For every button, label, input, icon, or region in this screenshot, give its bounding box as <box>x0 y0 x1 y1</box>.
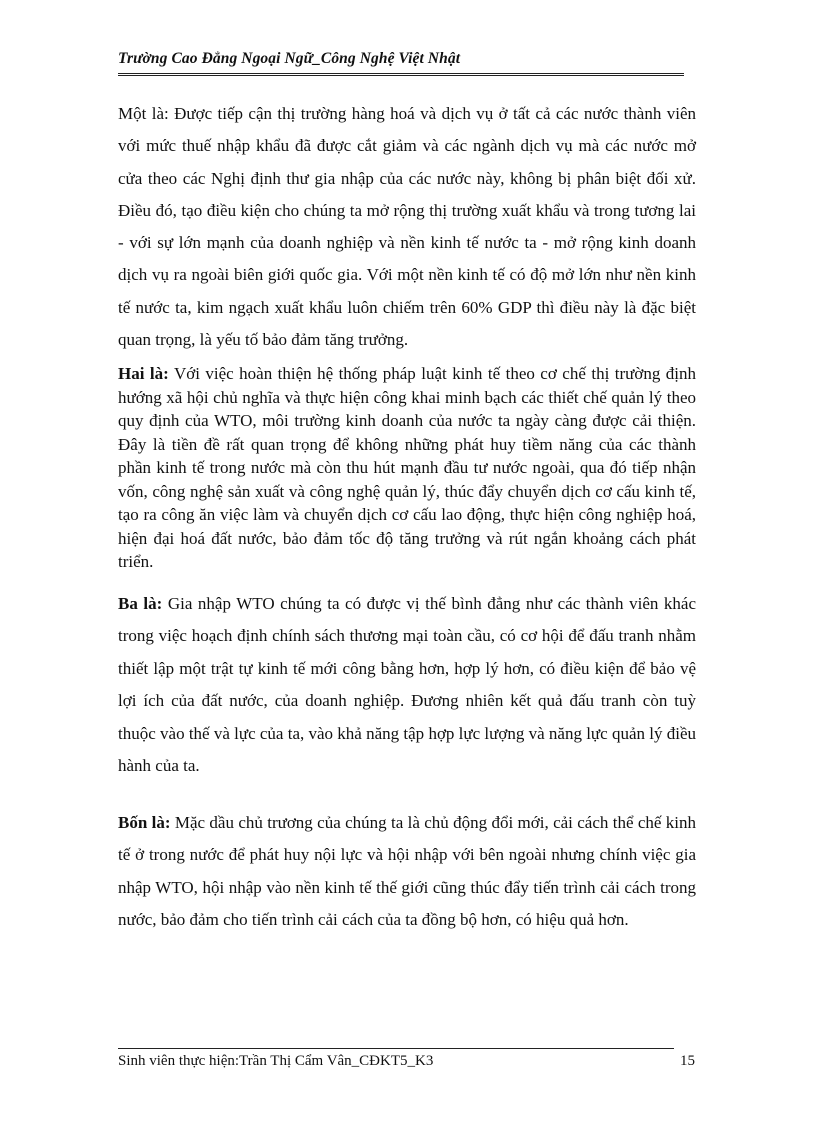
footer-author: Sinh viên thực hiện:Trần Thị Cẩm Vân_CĐKT5_K3 <box>118 1053 434 1069</box>
paragraph-text: Gia nhập WTO chúng ta có được vị thế bình đẳng như các thành viên khác trong việc hoạch định chính sách thương mại toàn cầu, có cơ hội để đấu tranh nhằm thiết lập một trật tự kinh tế mới công bằng hơn, hợp lý hơn, có điều kiện để bảo vệ lợi ích của đất nước, của doanh nghiệp. Đương nhiên kết quả đấu tranh còn tuỳ thuộc vào thế và lực của ta, vào khả năng tập hợp lực lượng và năng lực quản lý điều hành của ta. <box>118 593 697 776</box>
paragraph-lead: Ba là: <box>118 593 163 613</box>
paragraph-text: Mặc dầu chủ trương của chúng ta là chủ động đổi mới, cải cách thể chế kinh tế ở trong nước để phát huy nội lực và hội nhập với bên ngoài nhưng chính việc gia nhập WTO, hội nhập vào nền kinh tế thế giới cũng thúc đẩy tiến trình cải cách trong nước, bảo đảm cho tiến trình cải cách của ta đồng bộ hơn, có hiệu quả hơn. <box>118 812 696 930</box>
paragraph-two <box>118 362 696 574</box>
document-body <box>118 98 696 937</box>
paragraph-lead: Hai là: <box>118 364 169 384</box>
page-header <box>118 50 676 68</box>
header-rule-secondary <box>118 75 684 76</box>
header-rule <box>118 73 684 74</box>
paragraph-text: Một là: Được tiếp cận thị trường hàng hoá và dịch vụ ở tất cả các nước thành viên với mức thuế nhập khẩu đã được cắt giảm và các ngành dịch vụ mà các nước mở cửa theo các Nghị định thư gia nhập của các nước này, không bị phân biệt đối xử. Điều đó, tạo điều kiện cho chúng ta mở rộng thị trường xuất khẩu và trong tương lai - với sự lớn mạnh của doanh nghiệp và nền kinh tế nước ta - mở rộng kinh doanh dịch vụ ra ngoài biên giới quốc gia. Với một nền kinh tế có độ mở lớn như nền kinh tế nước ta, kim ngạch xuất khẩu luôn chiếm trên 60% GDP thì điều này là đặc biệt quan trọng, là yếu tố bảo đảm tăng trưởng. <box>118 104 696 350</box>
paragraph-one <box>118 98 696 356</box>
paragraph-lead: Bốn là: <box>118 812 171 832</box>
footer-rule <box>118 1048 674 1049</box>
paragraph-three <box>118 588 696 783</box>
header-title: Trường Cao Đẳng Ngoại Ngữ_Công Nghệ Việt Nhật <box>118 50 461 67</box>
page-number: 15 <box>680 1053 695 1069</box>
paragraph-text: Với việc hoàn thiện hệ thống pháp luật kinh tế theo cơ chế thị trường định hướng xã hội chủ nghĩa và thực hiện công khai minh bạch các thiết chế quản lý theo quy định của WTO, môi trường kinh doanh của nước ta ngày càng được cải thiện. Đây là tiền đề rất quan trọng để không những phát huy tiềm năng của các thành phần kinh tế trong nước mà còn thu hút mạnh đầu tư nước ngoài, qua đó tiếp nhận vốn, công nghệ sản xuất và công nghệ quản lý, thúc đẩy chuyển dịch cơ cấu kinh tế, tạo ra công ăn việc làm và chuyển dịch cơ cấu lao động, thực hiện công nghiệp hoá, hiện đại hoá đất nước, bảo đảm tốc độ tăng trưởng và rút ngắn khoảng cách phát triển. <box>118 364 697 572</box>
paragraph-four <box>118 807 696 937</box>
